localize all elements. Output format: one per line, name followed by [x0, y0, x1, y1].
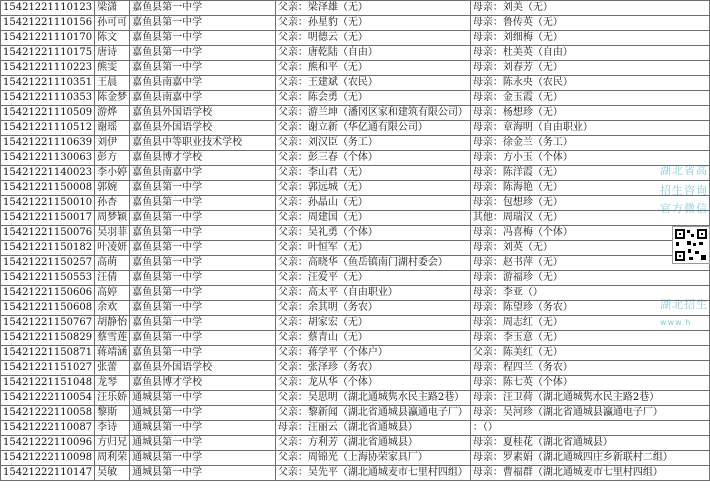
- school-cell: 嘉鱼县第一中学: [130, 271, 276, 286]
- student-name-cell: 谢瑶: [95, 121, 130, 136]
- table-row: [1, 76, 710, 91]
- guardian-2-cell: 母亲：章海明（自由职业）: [470, 121, 709, 136]
- guardian-1-cell: 父亲：高晓华（鱼岳镇南门湖村委会）: [275, 256, 470, 271]
- student-id-cell: 15421221110353: [1, 91, 95, 106]
- table-row: [1, 211, 710, 226]
- table-row: [1, 361, 710, 376]
- table-row: [1, 451, 710, 466]
- student-id-cell: 15421221150608: [1, 301, 95, 316]
- table-row: [1, 166, 710, 181]
- guardian-1-cell: 父亲：孙星豹（无）: [275, 16, 470, 31]
- table-row: [1, 346, 710, 361]
- student-name-cell: 高婷: [95, 286, 130, 301]
- school-cell: 嘉鱼县南嘉中学: [130, 76, 276, 91]
- student-id-cell: 15421221110175: [1, 46, 95, 61]
- school-cell: 通城县第一中学: [130, 451, 276, 466]
- guardian-1-cell: 父亲：吴思明（湖北通城隽水民主路2巷）: [275, 391, 470, 406]
- watermark-url: www.h: [660, 318, 692, 327]
- school-cell: 嘉鱼县外国语学校: [130, 121, 276, 136]
- table-row: [1, 436, 710, 451]
- student-name-cell: 郭婉: [95, 181, 130, 196]
- student-id-cell: 15421221110351: [1, 76, 95, 91]
- table-row: [1, 196, 710, 211]
- student-name-cell: 刘伊: [95, 136, 130, 151]
- guardian-2-cell: 母亲：徐金兰（务工）: [470, 136, 709, 151]
- guardian-2-cell: 母亲：陈永央（农民）: [470, 76, 709, 91]
- student-name-cell: 周利荣: [95, 451, 130, 466]
- guardian-1-cell: 父亲：黎新闻（湖北省通城县瀛通电子厂）: [275, 406, 470, 421]
- guardian-1-cell: 父亲：熊和平（无）: [275, 61, 470, 76]
- student-id-cell: 15421221130063: [1, 151, 95, 166]
- guardian-1-cell: 父亲：胡家宏（无）: [275, 316, 470, 331]
- student-id-cell: 15421222110096: [1, 436, 95, 451]
- school-cell: 通城县第一中学: [130, 436, 276, 451]
- school-cell: 嘉鱼县第一中学: [130, 286, 276, 301]
- school-cell: 嘉鱼县第一中学: [130, 181, 276, 196]
- guardian-1-cell: 父亲：唐乾陆（自由）: [275, 46, 470, 61]
- guardian-2-cell: 母亲：游福珍（无）: [470, 271, 709, 286]
- student-id-cell: 15421222110087: [1, 421, 95, 436]
- guardian-1-cell: 父亲：周建国（无）: [275, 211, 470, 226]
- guardian-2-cell: 母亲：陈望珍（务农）: [470, 301, 709, 316]
- school-cell: 嘉鱼县第一中学: [130, 331, 276, 346]
- table-row: [1, 406, 710, 421]
- guardian-1-cell: 母亲：汪丽云（湖北省通城县）: [275, 421, 470, 436]
- table-row: [1, 421, 710, 436]
- guardian-1-cell: 父亲：郭远城（无）: [275, 181, 470, 196]
- student-name-cell: 汪倩: [95, 271, 130, 286]
- guardian-2-cell: 母亲：陈洋霞（无）: [470, 166, 709, 181]
- guardian-1-cell: 父亲：吴先平（湖北通城麦市七里村四组）: [275, 466, 470, 481]
- school-cell: 嘉鱼县第一中学: [130, 316, 276, 331]
- table-row: [1, 466, 710, 481]
- student-id-cell: 15421221150767: [1, 316, 95, 331]
- student-id-cell: 15421221110509: [1, 106, 95, 121]
- table-row: [1, 1, 710, 16]
- guardian-2-cell: 母亲：冯喜梅（个体）: [470, 226, 709, 241]
- student-id-cell: 15421221150010: [1, 196, 95, 211]
- guardian-2-cell: 母亲：李玉意（无）: [470, 331, 709, 346]
- school-cell: 嘉鱼县第一中学: [130, 16, 276, 31]
- school-cell: 通城县第一中学: [130, 466, 276, 481]
- guardian-2-cell: 母亲：赵书萍（无）: [470, 256, 709, 271]
- school-cell: 嘉鱼县博才学校: [130, 376, 276, 391]
- student-id-cell: 15421222110098: [1, 451, 95, 466]
- school-cell: 嘉鱼县第一中学: [130, 241, 276, 256]
- guardian-2-cell: 母亲：方小玉（个体）: [470, 151, 709, 166]
- student-name-cell: 陈文: [95, 31, 130, 46]
- guardian-2-cell: 母亲：陈七英（个体）: [470, 376, 709, 391]
- guardian-2-cell: 母亲：曹福群（湖北通城麦市七里村四组）: [470, 466, 709, 481]
- guardian-1-cell: 父亲：陈会勇（无）: [275, 91, 470, 106]
- student-name-cell: 方归兄: [95, 436, 130, 451]
- student-name-cell: 张蕾: [95, 361, 130, 376]
- school-cell: 嘉鱼县第一中学: [130, 196, 276, 211]
- guardian-1-cell: 父亲：周锦光（上海协荣家具厂）: [275, 451, 470, 466]
- table-row: [1, 301, 710, 316]
- school-cell: 嘉鱼县第一中学: [130, 346, 276, 361]
- school-cell: 嘉鱼县博才学校: [130, 151, 276, 166]
- guardian-2-cell: 母亲：刘细梅（无）: [470, 31, 709, 46]
- guardian-2-cell: 母亲：夏桂花（湖北省通城县）: [470, 436, 709, 451]
- table-row: [1, 226, 710, 241]
- guardian-1-cell: 父亲：刘汉臣（务工）: [275, 136, 470, 151]
- table-row: [1, 376, 710, 391]
- student-id-cell: 15421221150017: [1, 211, 95, 226]
- student-name-cell: 黎斯: [95, 406, 130, 421]
- student-name-cell: 蔡雪莲: [95, 331, 130, 346]
- student-id-cell: 15421221110123: [1, 1, 95, 16]
- guardian-1-cell: 父亲：孙晶山（无）: [275, 196, 470, 211]
- student-id-cell: 15421221140023: [1, 166, 95, 181]
- student-name-cell: 熊雯: [95, 61, 130, 76]
- student-name-cell: 胡静怡: [95, 316, 130, 331]
- guardian-1-cell: 父亲：明德云（无）: [275, 31, 470, 46]
- student-id-cell: 15421221151048: [1, 376, 95, 391]
- student-name-cell: 梁潇: [95, 1, 130, 16]
- guardian-2-cell: 母亲：吴河珍（湖北省通城县瀛通电子厂）: [470, 406, 709, 421]
- student-table-body: [1, 1, 710, 481]
- table-row: [1, 286, 710, 301]
- student-id-cell: 15421221150257: [1, 256, 95, 271]
- school-cell: 嘉鱼县外国语学校: [130, 106, 276, 121]
- guardian-1-cell: 父亲：叶恒军（无）: [275, 241, 470, 256]
- school-cell: 嘉鱼县第一中学: [130, 301, 276, 316]
- student-name-cell: 王晨: [95, 76, 130, 91]
- table-row: [1, 31, 710, 46]
- student-id-cell: 15421221110223: [1, 61, 95, 76]
- guardian-2-cell: 母亲：李亚（）: [470, 286, 709, 301]
- student-id-cell: 15421221110170: [1, 31, 95, 46]
- student-id-cell: 15421222110054: [1, 391, 95, 406]
- student-name-cell: 李诗: [95, 421, 130, 436]
- table-row: [1, 121, 710, 136]
- guardian-2-cell: 母亲：陈海艳（无）: [470, 181, 709, 196]
- guardian-1-cell: 父亲：王建斌（农民）: [275, 76, 470, 91]
- student-name-cell: 余欢: [95, 301, 130, 316]
- student-name-cell: 孙可可: [95, 16, 130, 31]
- student-id-cell: 15421222110147: [1, 466, 95, 481]
- guardian-1-cell: 父亲：汪爱平（无）: [275, 271, 470, 286]
- guardian-2-cell: 母亲：周志红（无）: [470, 316, 709, 331]
- guardian-2-cell: ：（）: [470, 421, 709, 436]
- school-cell: 嘉鱼县中等职业技术学校: [130, 136, 276, 151]
- guardian-1-cell: 父亲：李山君（无）: [275, 166, 470, 181]
- table-row: [1, 241, 710, 256]
- student-id-cell: 15421221110639: [1, 136, 95, 151]
- guardian-2-cell: 母亲：杜美英（自由）: [470, 46, 709, 61]
- student-name-cell: 周梦颖: [95, 211, 130, 226]
- student-name-cell: 吴敏: [95, 466, 130, 481]
- guardian-1-cell: 父亲：方利芳（湖北省通城县）: [275, 436, 470, 451]
- table-row: [1, 91, 710, 106]
- table-row: [1, 271, 710, 286]
- table-row: [1, 331, 710, 346]
- qr-code-icon: [672, 226, 710, 264]
- school-cell: 嘉鱼县第一中学: [130, 226, 276, 241]
- student-id-cell: 15421221151027: [1, 361, 95, 376]
- guardian-1-cell: 父亲：蒋学平（个体户）: [275, 346, 470, 361]
- student-id-cell: 15421221150606: [1, 286, 95, 301]
- guardian-1-cell: 父亲：梁泽雄（无）: [275, 1, 470, 16]
- student-id-cell: 15421221150871: [1, 346, 95, 361]
- school-cell: 嘉鱼县南嘉中学: [130, 166, 276, 181]
- student-name-cell: 吴羽菲: [95, 226, 130, 241]
- school-cell: 嘉鱼县南嘉中学: [130, 91, 276, 106]
- guardian-2-cell: 母亲：刘美（无）: [470, 1, 709, 16]
- table-row: [1, 16, 710, 31]
- guardian-1-cell: 父亲：游兰坤（潘冈区家和建筑有限公司）: [275, 106, 470, 121]
- student-id-cell: 15421222110058: [1, 406, 95, 421]
- guardian-2-cell: 母亲：鲁传英（无）: [470, 16, 709, 31]
- table-row: [1, 106, 710, 121]
- table-row: [1, 181, 710, 196]
- student-id-cell: 15421221150182: [1, 241, 95, 256]
- student-name-cell: 龙琴: [95, 376, 130, 391]
- guardian-2-cell: 母亲：刘春芳（无）: [470, 61, 709, 76]
- guardian-1-cell: 父亲：蔡青山（无）: [275, 331, 470, 346]
- student-name-cell: 汪乐娇: [95, 391, 130, 406]
- school-cell: 嘉鱼县第一中学: [130, 31, 276, 46]
- table-row: [1, 136, 710, 151]
- guardian-2-cell: 其他：周瑞汉（无）: [470, 211, 709, 226]
- student-id-cell: 15421221150553: [1, 271, 95, 286]
- school-cell: 嘉鱼县第一中学: [130, 256, 276, 271]
- guardian-2-cell: 母亲：刘英（无）: [470, 241, 709, 256]
- guardian-2-cell: 母亲：程四兰（务农）: [470, 361, 709, 376]
- school-cell: 嘉鱼县第一中学: [130, 211, 276, 226]
- school-cell: 嘉鱼县第一中学: [130, 61, 276, 76]
- guardian-2-cell: 母亲：金玉霞（无）: [470, 91, 709, 106]
- table-row: [1, 61, 710, 76]
- student-id-cell: 15421221110156: [1, 16, 95, 31]
- guardian-2-cell: 母亲：罗素娟（湖北通城四庄乡新联村二组）: [470, 451, 709, 466]
- table-row: [1, 256, 710, 271]
- guardian-2-cell: 母亲：汪卫荷（湖北通城隽水民主路2巷）: [470, 391, 709, 406]
- watermark-line-3: 官方微信: [660, 202, 708, 215]
- table-row: [1, 316, 710, 331]
- guardian-1-cell: 父亲：彭三春（个体）: [275, 151, 470, 166]
- guardian-1-cell: 父亲：吴礼勇（个体）: [275, 226, 470, 241]
- school-cell: 嘉鱼县第一中学: [130, 46, 276, 61]
- table-row: [1, 151, 710, 166]
- watermark-line-4: 湖北招生: [660, 298, 708, 311]
- student-name-cell: 高萌: [95, 256, 130, 271]
- school-cell: 通城县第一中学: [130, 406, 276, 421]
- guardian-1-cell: 父亲：张泽珍（务农）: [275, 361, 470, 376]
- table-row: [1, 391, 710, 406]
- student-name-cell: 孙杏: [95, 196, 130, 211]
- school-cell: 嘉鱼县外国语学校: [130, 361, 276, 376]
- student-name-cell: 彭方: [95, 151, 130, 166]
- student-name-cell: 游烨: [95, 106, 130, 121]
- student-id-cell: 15421221150076: [1, 226, 95, 241]
- student-name-cell: 唐诗: [95, 46, 130, 61]
- guardian-1-cell: 父亲：谢立新（华亿通有限公司）: [275, 121, 470, 136]
- watermark-line-2: 招生咨询: [660, 184, 708, 197]
- school-cell: 通城县第一中学: [130, 421, 276, 436]
- student-name-cell: 陈金梦: [95, 91, 130, 106]
- table-row: [1, 46, 710, 61]
- student-name-cell: 李小婷: [95, 166, 130, 181]
- student-id-cell: 15421221110512: [1, 121, 95, 136]
- guardian-2-cell: 母亲：包想珍（无）: [470, 196, 709, 211]
- guardian-2-cell: 母亲：杨想珍（无）: [470, 106, 709, 121]
- guardian-1-cell: 父亲：龙从华（个体）: [275, 376, 470, 391]
- student-id-cell: 15421221150829: [1, 331, 95, 346]
- school-cell: 嘉鱼县第一中学: [130, 1, 276, 16]
- guardian-2-cell: 父亲：陈美红（无）: [470, 346, 709, 361]
- student-id-cell: 15421221150008: [1, 181, 95, 196]
- guardian-1-cell: 父亲：余其明（务农）: [275, 301, 470, 316]
- student-name-cell: 叶凌妍: [95, 241, 130, 256]
- watermark-line-1: 湖北省高: [660, 164, 708, 177]
- school-cell: 通城县第一中学: [130, 391, 276, 406]
- guardian-1-cell: 父亲：高太平（自由职业）: [275, 286, 470, 301]
- student-name-cell: 蒋靖涵: [95, 346, 130, 361]
